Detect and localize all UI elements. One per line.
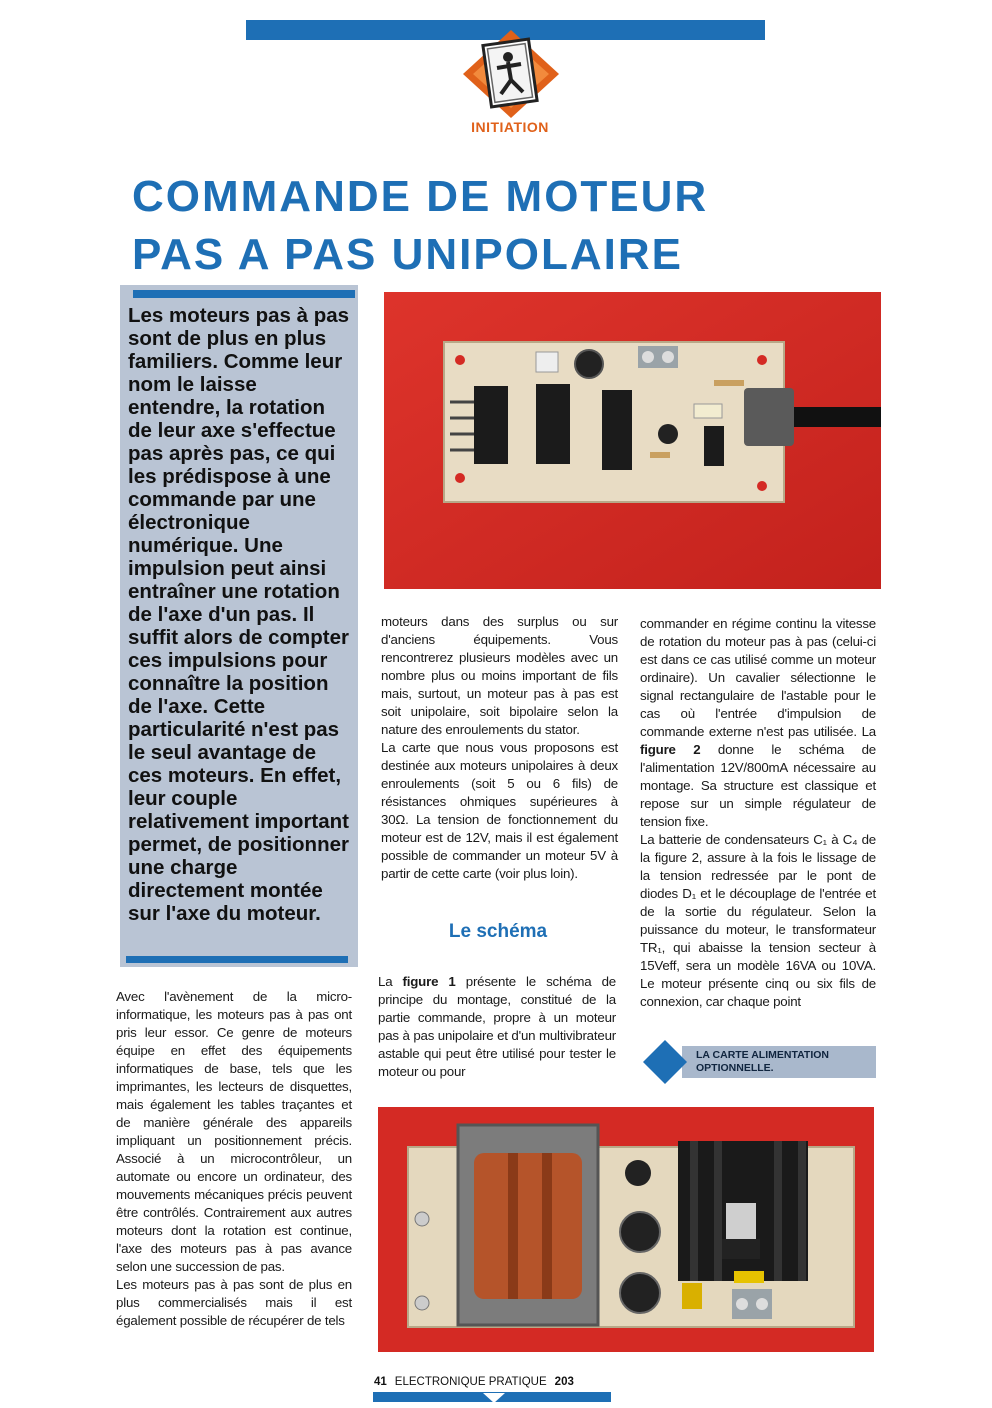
column-2-paragraph-3 [378, 973, 616, 1081]
figure-ref: figure 2 [640, 742, 701, 757]
article-title [132, 168, 832, 284]
circuit-board-photo [384, 292, 881, 589]
magazine-name: ELECTRONIQUE PRATIQUE [394, 1376, 547, 1388]
text-run: La [378, 974, 403, 989]
page-number: 41 [374, 1376, 387, 1388]
text-run: donne le schéma de l'alimentation 12V/800mA nécessaire au montage. Sa structure est classique et repose sur un simple régulateur de tension fixe. [640, 742, 876, 829]
column-3-paragraph-1 [640, 615, 876, 831]
page-footer [374, 1376, 614, 1388]
caption-line-2: OPTIONNELLE. [696, 1062, 774, 1074]
title-line-2: PAS A PAS UNIPOLAIRE [132, 230, 683, 279]
text-run: présente le schéma de principe du montage, constitué de la partie commande, propre à un moteur pas à pas unipolaire et d'un multivibrateur astable qui peut être utilisé pour tester le moteur ou pour [378, 974, 616, 1079]
column-2-bottom [378, 973, 616, 1081]
column-1 [116, 988, 352, 1330]
power-supply-photo [378, 1107, 874, 1352]
section-heading: Le schéma [448, 921, 548, 942]
stick-figure-logo-icon [463, 30, 559, 118]
intro-bottom-rule [126, 956, 348, 963]
footer-notch-icon [483, 1390, 505, 1400]
figure-ref: figure 1 [402, 974, 456, 989]
intro-text: Les moteurs pas à pas sont de plus en plus familiers. Comme leur nom le laisse entendre, la rotation de leur axe s'effectue pas après pas, ce qui les prédispose à une commande par une électronique numérique. Une impulsion peut ainsi entraîner une rotation de l'axe d'un pas. Il suffit alors de compter ces impulsions pour connaître la position de l'axe. Cette particularité n'est pas le seul avantage de ces moteurs. En effet, leur couple relativement important permet, de positionner une charge directement montée sur l'axe du moteur. [128, 304, 350, 925]
column-2-top [381, 613, 618, 883]
section-label: INITIATION [471, 119, 549, 135]
column-2-paragraph-2: La carte que nous vous proposons est destinée aux moteurs unipolaires à deux enroulements (soit 5 ou 6 fils) de résistances ohmiques supérieures à 30Ω. La tension de fonctionnement du moteur est de 12V, mais il est également possible de commander un moteur 5V à partir de cette carte (voir plus loin). [381, 740, 618, 881]
column-1-paragraph-1: Avec l'avènement de la micro-informatique, les moteurs pas à pas ont pris leur essor. Ce genre de moteurs équipe en effet des équipements informatiques de base, tels que les imprimantes, les lecteurs de disquettes, mais également les tables traçantes et de manière générale des appareils impliquant un positionnement précis. Associé à un microcontrôleur, un automate ou encore un ordinateur, des mouvements mécaniques précis peuvent être contrôlés. Contrairement aux autres moteurs dont la rotation est continue, l'axe des moteurs pas à pas avance selon une succession de pas. [116, 989, 352, 1274]
issue-number: 203 [554, 1376, 574, 1388]
text-run: commander en régime continu la vitesse de rotation du moteur pas à pas (celui-ci est dans ce cas utilisé comme un moteur ordinaire). Un cavalier sélectionne le signal rectangulaire de l'astable pour le cas où l'entrée d'impulsion de commande externe n'est pas utilisée. La [640, 616, 876, 739]
diamond-icon [643, 1040, 687, 1084]
title-line-1: COMMANDE DE MOTEUR [132, 172, 709, 221]
column-2-paragraph-1: moteurs dans des surplus ou sur d'anciens équipements. Vous rencontrerez plusieurs modèles avec un nombre plus ou moins important de fils mais, surtout, un moteur pas à pas est soit unipolaire, soit bipolaire selon la nature des enroulements du stator. [381, 614, 618, 737]
column-3-paragraph-2: La batterie de condensateurs C₁ à C₄ de la figure 2, assure à la fois le lissage de la tension redressée par le pont de diodes D₁ et le découplage de l'entrée et de la sortie du régulateur. Selon la puissance du moteur, le transformateur TR₁, qui abaisse la tension secteur à 15Veff, sera un modèle 16VA ou 10VA. Le moteur présente cinq ou six fils de connexion, car chaque point [640, 832, 876, 1009]
column-1-paragraph-2: Les moteurs pas à pas sont de plus en plus commercialisés mais il est également possible de récupérer de tels [116, 1277, 352, 1328]
column-3 [640, 615, 876, 1011]
intro-top-rule [133, 290, 355, 298]
photo-caption [696, 1049, 876, 1075]
caption-line-1: LA CARTE ALIMENTATION [696, 1049, 829, 1061]
